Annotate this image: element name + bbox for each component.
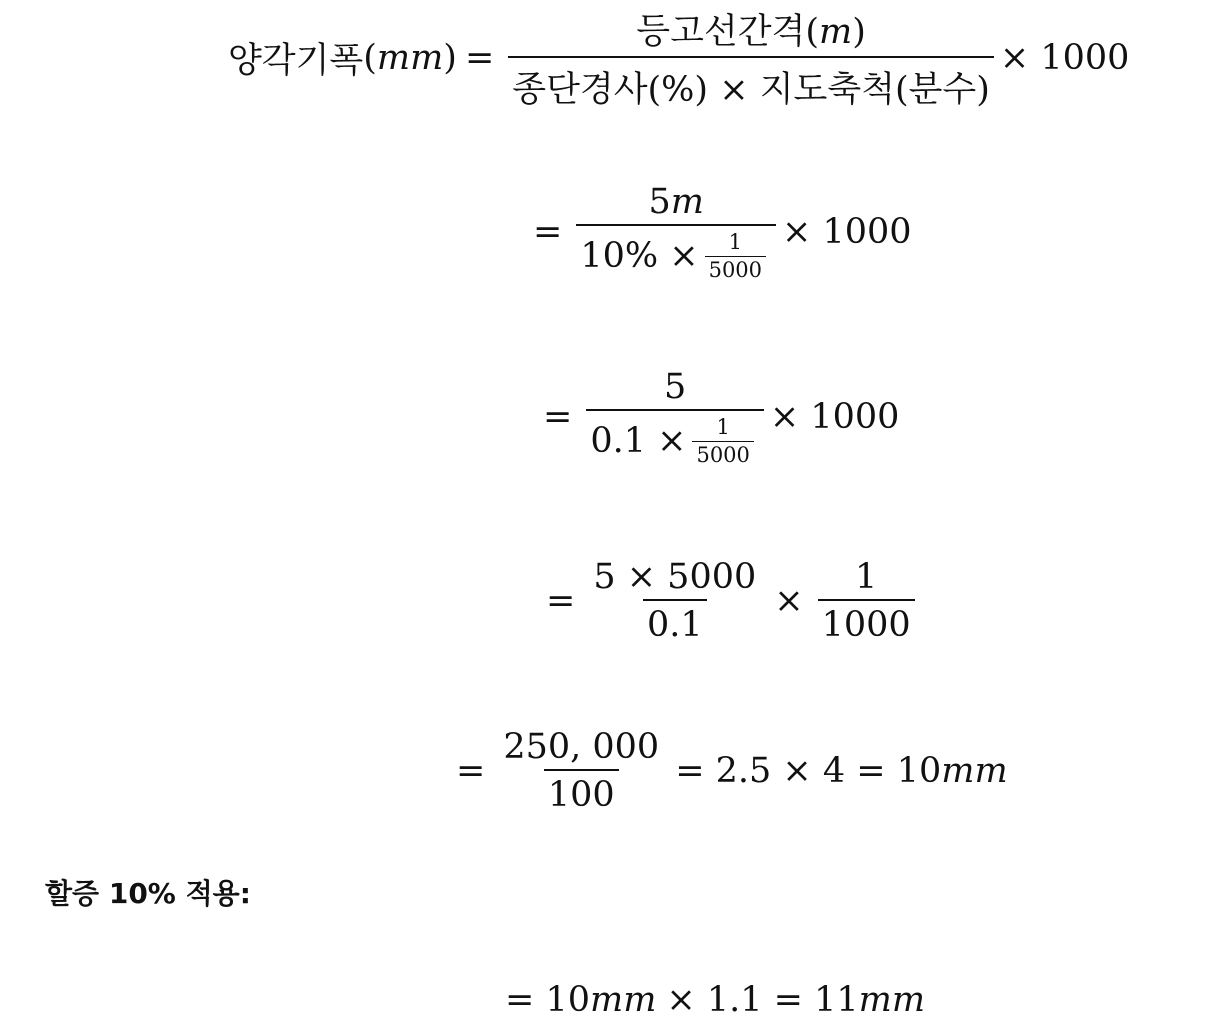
denominator-prefix: 0.1 × [590,421,687,461]
scale-fraction [692,415,753,467]
result-value: = 2.5 × 4 = 10 [675,751,942,791]
multiplier: × 1000 [999,38,1130,78]
result-unit: mm [941,751,1008,791]
numerator-value: 5 [648,182,671,222]
fraction-1-numerator: 5 × 5000 [593,557,757,597]
scale-numerator: 1 [716,415,730,439]
step-2-denominator [586,409,764,467]
equation-step-1 [525,182,912,282]
step-3-fraction-2 [818,557,915,645]
result-denominator: 100 [544,769,619,815]
scale-denominator: 5000 [692,441,753,467]
surcharge-unit-1: mm [590,980,657,1020]
numerator-korean: 등고선간격 [636,12,806,52]
surcharge-lead: = 10 [505,980,590,1020]
formula-fraction [508,4,994,112]
equals-sign: = [546,581,576,621]
step-1-fraction [576,182,776,282]
result-numerator: 250, 000 [503,727,660,767]
lhs-korean: 양각기폭 [228,41,364,81]
fraction-2-numerator: 1 [854,557,878,597]
multiplier: × 1000 [769,397,900,437]
multiplier: × 1000 [782,212,912,252]
surcharge-mid: × 1.1 = 11 [666,980,859,1020]
equals-sign: = [543,397,573,437]
lhs-close-paren: ) [443,38,457,78]
scale-denominator: 5000 [705,256,766,282]
numerator-unit: m [670,182,704,222]
step-3-fraction-1 [589,557,760,645]
formula-denominator [508,56,994,112]
denominator-slope: 종단경사(%) [512,70,709,110]
step-1-numerator [644,182,707,224]
lhs-unit: mm [376,38,444,78]
denominator-times: × [719,70,749,110]
equation-step-3 [538,557,921,645]
equation-surcharge [505,980,925,1020]
step-2-fraction [586,367,764,467]
step-2-numerator: 5 [663,367,687,407]
equals-sign: = [456,751,486,791]
scale-fraction [705,230,766,282]
surcharge-label: 할증 10% 적용: [45,877,251,910]
formula-numerator [632,4,870,56]
numerator-close-paren: ) [852,12,866,52]
numerator-open-paren: ( [805,12,819,52]
denominator-prefix: 10% × [580,236,699,276]
equation-result [448,727,1008,815]
fraction-2-denominator: 1000 [818,599,915,645]
times-sign: × [774,581,804,621]
equation-step-2 [535,367,899,467]
lhs-open-paren: ( [363,38,377,78]
step-1-denominator [576,224,776,282]
fraction-1-denominator: 0.1 [643,599,707,645]
equation-formula [228,4,1129,112]
result-fraction [499,727,663,815]
numerator-unit: m [819,12,853,52]
equals-sign: = [464,38,495,78]
surcharge-unit-2: mm [858,980,926,1020]
scale-numerator: 1 [728,230,742,254]
denominator-scale: 지도축척(분수) [759,70,990,110]
equals-sign: = [533,212,563,252]
